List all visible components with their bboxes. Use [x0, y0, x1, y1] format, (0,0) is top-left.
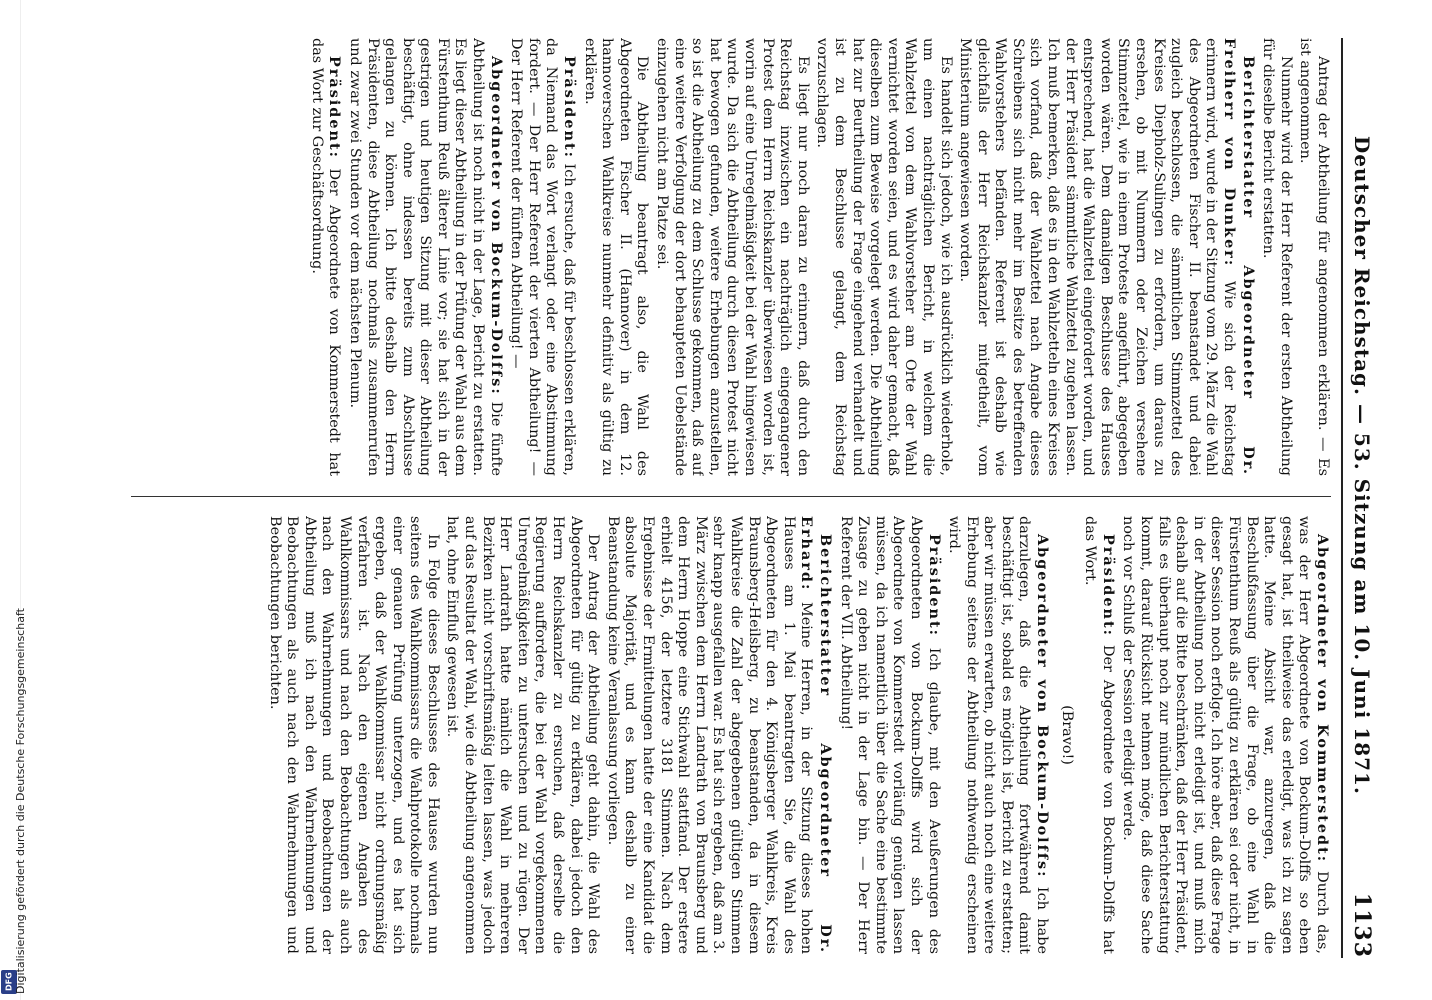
paragraph-text: Die Abtheilung beantragt also, die Wahl des Abgeordneten Fischer II. (Hannover) in dem 12. hannoverschen Wahlkreise nunmehr definitiv als gültig zu erklären. [581, 38, 651, 476]
paragraph-text: Es liegt nur noch daran zu erinnern, daß durch den Reichstag inzwischen ein nachträglich eingegangener Protest dem Herrn Reichskanzler überwiesen worden ist, worin auf eine Unregelmäßigkeit bei der Wahl hingewiesen wurde. Da sich die Abtheilung durch diesen Protest nicht hat bewogen gefunden, weitere Erhebungen anzustellen, so ist die Abtheilung zu dem Schlusse gekommen, daß auf eine weitere Verfolgung der dort behaupteten Uebelstände einzugehen nicht am Platze sei. [654, 38, 811, 476]
paragraph-text: Ich glaube, mit den Aeußerungen des Abgeordneten von Bockum-Dolffs wird sich der Abgeordnete von Kommerstedt vorläufig genügen lassen müssen, da ich namentlich über die Sache eine bestimmte Zusage zu geben nicht in der Lage bin. — Der Herr Referent der VII. Abtheilung! [837, 516, 942, 954]
left-column [131, 38, 1331, 476]
paragraph-text: Der Abgeordnete von Kommerstedt hat das Wort zur Geschäftsordnung. [308, 38, 343, 476]
paragraph-text: Es handelt sich jedoch, wie ich ausdrücklich wiederhole, um einen nachträglichen Bericht, in welchem die Wahlzettel von dem Wahlvorsteher am Orte der Wahl vernichtet worden seien, und es wird daher gemacht, daß dieselben zum Beweise vorgelegt werden. Die Abtheilung hat zur Beurtheilung der Frage eingehend verhandelt und ist zu dem Beschlusse gelangt, dem Reichstag vorzuschlagen. [814, 38, 954, 476]
newspaper-page [57, 18, 1387, 978]
digitization-note: Digitalisierung gefördert durch die Deutsche Forschungsgemeinschaft [14, 608, 27, 994]
paragraph-text: Die fünfte Abtheilung ist noch nicht in der Lage, Bericht zu erstatten. Es liegt dieser Abtheilung in der Prüfung der Wahl aus dem Fürstenthum Reuß älterer Linie vor; sie hat sich in der gestrigen und heutigen Sitzung mit dieser Abtheilung beschäftigt, ohne indessen bereits zum Abschlusse gelangen zu können. Ich bitte deshalb den Herrn Präsidenten, diese Abtheilung nochmals zusammenrufen und zwar zwei Stunden vor dem nächsten Plenum. [346, 38, 504, 476]
paragraph [1081, 516, 1117, 954]
digitization-strip [0, 0, 27, 1000]
paragraph-text: Der Abgeordnete von Bockum-Dolffs hat das Wort. [1082, 516, 1116, 954]
right-column [131, 516, 1331, 954]
paragraph-text: Wie sich der Reichstag erinnern wird, wurde in der Sitzung vom 29. März die Wahl des Abgeordneten Fischer II. beanstandet und dabei zugleich beschlossen, die sämmtlichen Stimmzettel des Kreises Diepholz-Sulingen zu erfordern, um daraus zu ersehen, ob mit Nummern oder Zeichen versehene Stimmzettel, wie in einem Proteste angeführt, abgegeben worden wären. Dem damaligen Beschlusse des Hauses entsprechend, hat die Wahlzettel eingefordert worden, und der Herr Präsident sämmtliche Wahlzettel zugehen lassen. Ich muß bemerken, daß es in den Wahlzetteln eines Kreises sich vorfand, daß der Wahlzettel nach Angabe dieses Schreibens sich nicht mehr im Besitze des betreffenden Wahlvorstehers befänden. Referent ist deshalb wie gleichfalls der Herr Reichskanzler mitgetheilt, vom Ministerium angewiesen worden. [957, 38, 1238, 476]
page-number: 1133 [1349, 892, 1375, 958]
speaker-name: Abgeordneter von Kommerstedt: [1314, 534, 1331, 864]
paragraph [507, 38, 578, 476]
speaker-name: Präsident: [925, 534, 943, 637]
column-divider [131, 496, 1331, 497]
paragraph-text: Nunmehr wird der Herr Referent der ersten Abtheilung für dieselbe Bericht erstatten. [1260, 38, 1294, 476]
paragraph-text: In Folge dieses Beschlusses des Hauses wurden nun seitens des Wahlkommissars die Wahlprotokolle nochmals einer genauen Prüfung unterzogen, und es hat sich ergeben, daß der Wahlkommissar nicht ordnungsmäßig verfahren ist. Nach den eigenen Angaben des Wahlkommissars und nach den Beobachtungen als auch nach den Wahrnehmungen und Beobachtungen der Abtheilung muß ich nach den Wahrnehmungen und Beobachtungen als auch nach den Wahrnehmungen und Beobachtungen berichten. [266, 516, 441, 954]
speaker-name: Abgeordneter von Bockum-Dolffs: [487, 56, 505, 396]
paragraph [1259, 38, 1294, 476]
paragraph [1296, 38, 1331, 476]
speaker-name: Abgeordneter von Bockum-Dolffs: [1034, 534, 1052, 879]
paragraph: (Bravo!) [1058, 705, 1075, 765]
paragraph-text: Der Antrag der Abtheilung geht dahin, die Wahl des Abgeordneten für gültig zu erklären, dabei jedoch den Herrn Reichskanzler zu ersuchen, daß derselbe die Regierung auffordere, die bei der Wahl vorgekommenen Unregelmäßigkeiten zu untersuchen und zu rügen. Der Herr Landrath hatte nämlich die Wahl in mehreren Bezirken nicht vorschriftsmäßig leiten lassen, was jedoch auf das Resultat der Wahl, wie die Abtheilung angenommen hat, ohne Einfluß gewesen ist. [444, 516, 602, 954]
header-rule [1341, 38, 1343, 958]
paragraph [945, 516, 1052, 954]
paragraph [307, 38, 343, 476]
paragraph-text: Durch das, was der Herr Abgeordnete von Bockum-Dolffs so eben gesagt hat, ist theilweise das erledigt, was ich zu sagen hatte. Meine Absicht war, anzuregen, daß die Beschlußfassung über die Frage, ob eine Wahl in Fürstenthum Reuß als gültig zu erklären sei oder nicht, in dieser Session noch erfolge. Ich höre aber, daß diese Frage in der Abtheilung noch nicht erledigt ist, und muß mich deshalb auf die Bitte beschränken, daß der Herr Präsident, falls es überhaupt noch zur mündlichen Berichterstattung kommt, darauf Rücksicht nehmen möge, daß diese Sache noch vor Schluß der Session erledigt werde. [1120, 516, 1330, 954]
running-title: Deutscher Reichstag. — 53. Sitzung am 10. Juni 1871. [1350, 135, 1374, 795]
paragraph [345, 38, 504, 476]
paragraph-text: Antrag der Abtheilung für angenommen erklären. — Es ist angenommen. [1297, 38, 1331, 476]
speaker-name: Präsident: [1099, 534, 1117, 637]
speaker-name: Präsident: [326, 56, 344, 159]
dfg-logo-label: DFG [4, 972, 14, 992]
paragraph [1119, 516, 1331, 954]
speaker-name: Präsident: [561, 56, 579, 159]
paragraph-text: Ich habe darzulegen, daß die Abtheilung fortwährend damit beschäftigt ist, sobald es möglich ist, Bericht zu erstatten; aber wir müssen erwarten, ob nicht auch noch eine weitere Erhebung seitens der Abtheilung nothwendig erscheinen wird. [946, 516, 1051, 954]
paragraph [652, 38, 810, 476]
paragraph [603, 516, 834, 954]
speaker-name: Berichterstatter Abgeordneter Dr. Freiherr von Dunker: [1221, 38, 1257, 476]
paragraph-text: Meine Herren, in der Sitzung dieses hohen Hauses am 1. Mai beantragten Sie, die Wahl des Abgeordneten für den 4. Königsberger Wahlkreis, Kreis Braunsberg-Heilsberg, zu beanstanden, da in diesem Wahlkreise die Zahl der abgegebenen gültigen Stimmen sehr knapp ausgefallen war. Es hat sich ergeben, daß am 3. März zwischen dem Herrn Landrath von Braunsberg und dem Herrn Hoppe eine Stichwahl stattfand. Der erstere erhielt 4156, der letztere 3181 Stimmen. Nach dem Ergebnisse der Ermittelungen hatte der eine Kandidat die absolute Majorität, und es kann deshalb zu einer Beanstandung keine Veranlassung vorliegen. [604, 516, 815, 954]
paragraph [956, 38, 1257, 476]
paragraph-text: Ich ersuche, daß für beschlossen erklären, da Niemand das Wort verlangt oder eine Abstimmung fordert. — Der Herr Referent der vierten Abtheilung! — Der Herr Referent der fünften Abtheilung! — [508, 38, 578, 476]
paragraph [813, 38, 954, 476]
paragraph [265, 516, 441, 954]
page-header [1345, 38, 1379, 958]
paragraph [836, 516, 943, 954]
paragraph [580, 38, 650, 476]
paragraph [443, 516, 601, 954]
speaker-name: Berichterstatter Abgeordneter Dr. Erhard: [798, 516, 834, 954]
